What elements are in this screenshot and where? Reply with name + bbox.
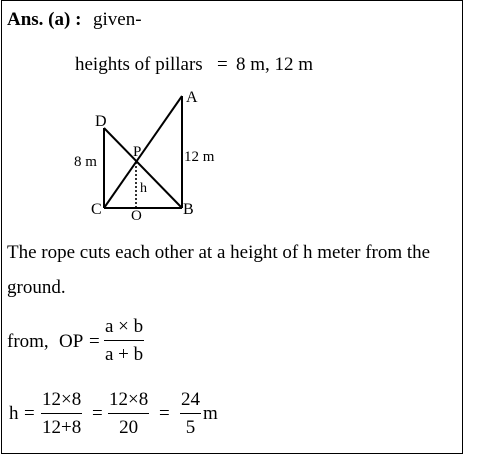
formula-lhs: OP (59, 331, 84, 352)
point-o-label: O (131, 208, 142, 224)
fraction-bar (104, 340, 144, 341)
heights-equals: = (217, 54, 228, 75)
formula-denominator: a + b (105, 344, 144, 366)
right-height-label: 12 m (184, 149, 215, 165)
calc-fraction-1-denominator: 12+8 (42, 417, 82, 439)
statement-line-2: ground. (7, 277, 66, 298)
heights-label: heights of pillars (75, 54, 203, 75)
calc-equals-2: = (92, 403, 103, 424)
point-p-label: P (133, 144, 142, 160)
formula-prefix: from, (7, 331, 49, 352)
calc-fraction-3 (180, 390, 201, 437)
fraction-bar (41, 413, 82, 414)
calc-equals-3: = (159, 403, 170, 424)
h-label: h (140, 181, 147, 196)
fraction-bar (108, 413, 149, 414)
formula-numerator: a × b (105, 316, 144, 337)
calc-lhs: h (9, 403, 19, 424)
calc-fraction-3-numerator: 24 (181, 389, 200, 410)
point-c-label: C (91, 201, 102, 218)
calc-fraction-2-denominator: 20 (119, 417, 139, 439)
statement-line-1: The rope cuts each other at a height of h meter from the (7, 242, 431, 263)
calc-fraction-2 (108, 390, 149, 437)
answer-box (1, 0, 463, 454)
point-a-label: A (186, 89, 198, 106)
formula-equals: = (89, 331, 100, 352)
heights-value: 8 m, 12 m (236, 54, 314, 75)
calc-fraction-1-numerator: 12×8 (42, 389, 82, 410)
fraction-bar (180, 413, 201, 414)
left-height-label: 8 m (74, 154, 97, 170)
calc-unit: m (203, 403, 218, 424)
calc-equals-1: = (24, 403, 35, 424)
formula-fraction (104, 317, 144, 364)
given-text: given- (93, 9, 142, 30)
answer-label: Ans. (a) : (7, 9, 82, 30)
point-d-label: D (95, 113, 107, 130)
calc-fraction-1 (41, 390, 82, 437)
calc-fraction-3-denominator: 5 (185, 417, 196, 439)
point-b-label: B (183, 201, 194, 218)
calc-fraction-2-numerator: 12×8 (109, 389, 149, 410)
